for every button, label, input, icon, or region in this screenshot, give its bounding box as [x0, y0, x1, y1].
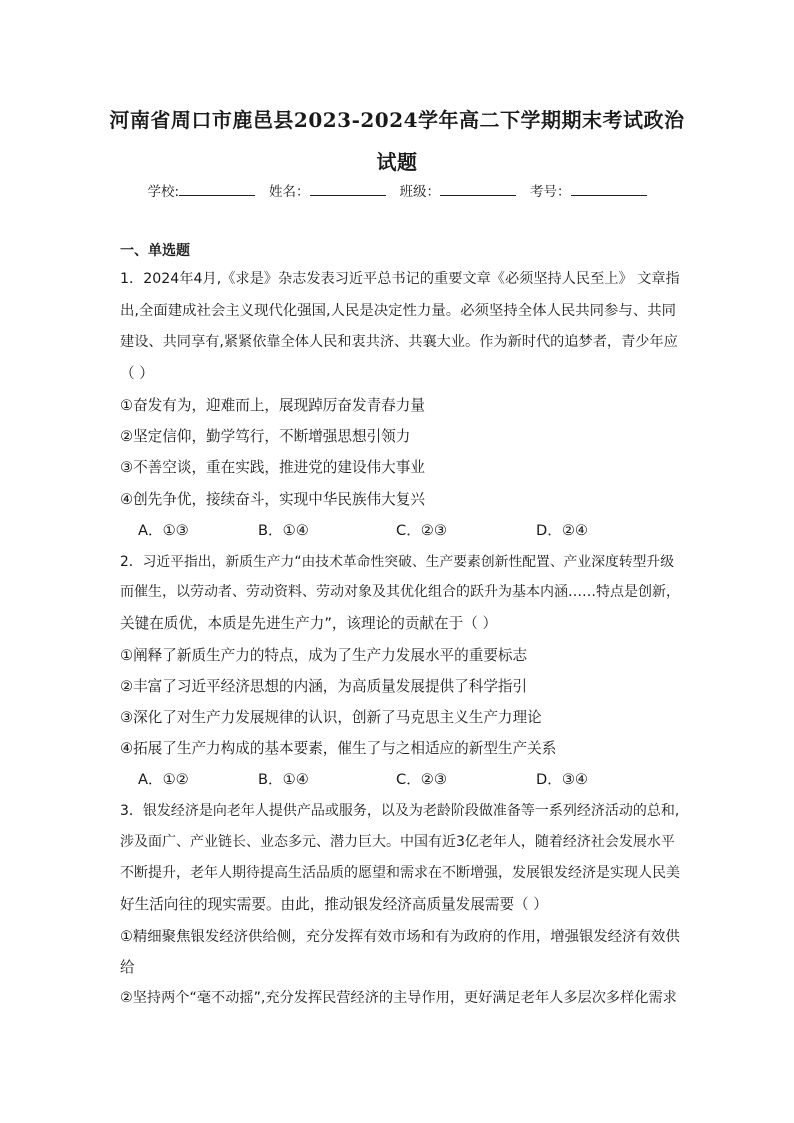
school-label: 学校:	[147, 184, 180, 200]
section-heading: 一、单选题	[120, 243, 190, 259]
name-label: 姓名：	[269, 184, 310, 200]
q1-item: ③不善空谈，重在实践，推进党的建设伟大事业	[120, 459, 425, 476]
exam-number-field[interactable]	[571, 181, 647, 196]
q1-stem-line: 出,全面建成社会主义现代化强国,人民是决定性力量。必须坚持全体人民共同参与、共同	[120, 303, 676, 319]
q1-option-b[interactable]: B．①④	[258, 522, 309, 539]
q3-stem-line: 好生活向往的现实需要。由此，推动银发经济高质量发展需要（ ）	[120, 896, 548, 913]
exam-number-label: 考号：	[530, 184, 571, 200]
q3-item: ①精细聚焦银发经济供给侧，充分发挥有效市场和有为政府的作用，增强银发经济有效供	[120, 929, 680, 945]
q2-stem-line: 而催生，以劳动者、劳动资料、劳动对象及其优化组合的跃升为基本内涵……特点是创新，	[120, 584, 680, 600]
q3-stem-line: 不断提升，老年人期待提高生活品质的愿望和需求在不断增强，发展银发经济是实现人民美	[120, 865, 680, 881]
q1-item: ②坚定信仰，勤学笃行，不断增强思想引领力	[120, 428, 411, 445]
q1-stem-line: 1．2024年4月,《求是》杂志发表习近平总书记的重要文章《必须坚持人民至上》 文章指	[120, 271, 680, 287]
q2-option-a[interactable]: A．①②	[138, 771, 189, 788]
q1-option-a[interactable]: A．①③	[138, 522, 189, 539]
q1-item: ④创先争优，接续奋斗，实现中华民族伟大复兴	[120, 491, 425, 508]
q3-item: ②坚持两个“毫不动摇”,充分发挥民营经济的主导作用，更好满足老年人多层次多样化需求	[120, 990, 677, 1006]
q3-stem-line: 3．银发经济是向老年人提供产品或服务，以及为老龄阶段做准备等一系列经济活动的总和,	[120, 803, 680, 819]
q1-item: ①奋发有为，迎难而上，展现踔厉奋发青春力量	[120, 397, 425, 414]
class-label: 班级：	[399, 184, 441, 200]
q1-option-c[interactable]: C．②③	[396, 522, 447, 539]
q2-option-d[interactable]: D．③④	[536, 771, 588, 788]
q2-stem-line: 关键在质优，本质是先进生产力”，该理论的贡献在于（ ）	[120, 615, 498, 632]
exam-title-line2: 试题	[376, 150, 418, 174]
class-field[interactable]	[440, 181, 516, 196]
q1-option-d[interactable]: D．②④	[536, 522, 588, 539]
q3-stem-line: 涉及面广、产业链长、业态多元、潜力巨大。中国有近3亿老年人，随着经济社会发展水平	[120, 834, 675, 850]
q2-item: ④拓展了生产力构成的基本要素，催生了与之相适应的新型生产关系	[120, 740, 557, 757]
q1-stem-line: 建设、共同享有,紧紧依靠全体人民和衷共济、共襄大业。作为新时代的追梦者，青少年应	[120, 334, 678, 350]
q3-item-continued: 给	[120, 959, 135, 976]
school-field[interactable]	[179, 181, 255, 196]
exam-title-line1: 河南省周口市鹿邑县2023-2024学年高二下学期期末考试政治	[109, 108, 685, 132]
q2-option-b[interactable]: B．①④	[258, 771, 309, 788]
q2-item: ①阐释了新质生产力的特点，成为了生产力发展水平的重要标志	[120, 647, 528, 664]
q1-stem-line: （ ）	[120, 365, 154, 382]
student-info-row	[0, 180, 794, 200]
q2-item: ②丰富了习近平经济思想的内涵，为高质量发展提供了科学指引	[120, 678, 528, 695]
q2-item: ③深化了对生产力发展规律的认识，创新了马克思主义生产力理论	[120, 709, 542, 726]
q2-option-c[interactable]: C．②③	[396, 771, 447, 788]
q2-stem-line: 2．习近平指出，新质生产力“由技术革命性突破、生产要素创新性配置、产业深度转型升级	[120, 554, 675, 570]
name-field[interactable]	[310, 181, 386, 196]
